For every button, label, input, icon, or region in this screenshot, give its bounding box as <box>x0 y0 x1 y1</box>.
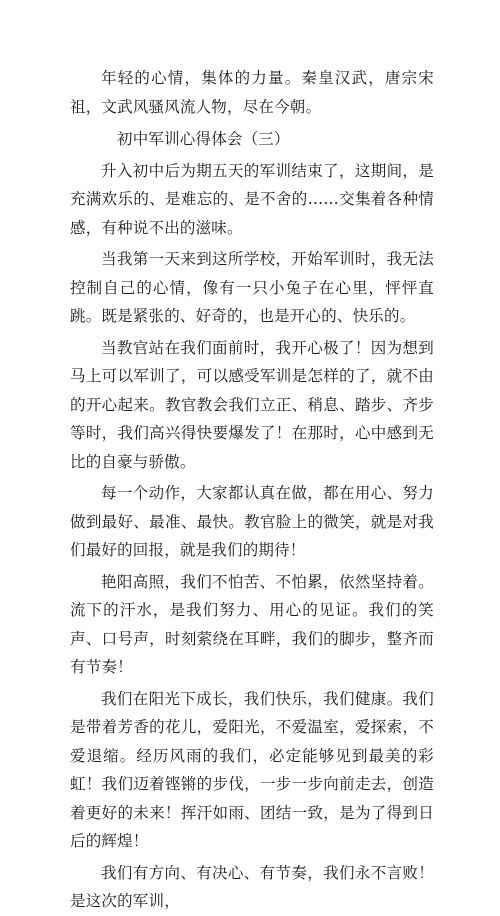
paragraph-1: 升入初中后为期五天的军训结束了，这期间，是充满欢乐的、是难忘的、是不舍的……交集着各种情感，有种说不出的滋味。 <box>70 161 434 237</box>
paragraph-6: 我们在阳光下成长，我们快乐，我们健康。我们是带着芳香的花儿，爱阳光，不爱温室，爱探索，不爱退缩。经历风雨的我们，必定能够见到最美的彩虹！我们迈着铿锵的步伐，一步一步向前走去，创造着更好的未来！挥汗如雨、团结一致，是为了得到日后的辉煌！ <box>70 689 434 850</box>
paragraph-4: 每一个动作，大家都认真在做，都在用心、努力做到最好、最准、最快。教官脸上的微笑，就是对我们最好的回报，就是我们的期待！ <box>70 484 434 559</box>
paragraph-7: 我们有方向、有决心、有节奏，我们永不言败！是这次的军训， <box>70 863 434 910</box>
section-heading: 初中军训心得体会（三） <box>117 130 290 148</box>
paragraph-5: 艳阳高照，我们不怕苦、不怕累，依然坚持着。流下的汗水，是我们努力、用心的见证。我们的笑声、口号声，时刻萦绕在耳畔，我们的脚步，整齐而有节奏！ <box>70 572 434 676</box>
paragraph-intro: 年轻的心情，集体的力量。秦皇汉武，唐宗宋祖，文武风骚风流人物，尽在今朝。 <box>70 69 434 116</box>
paragraph-2: 当我第一天来到这所学校，开始军训时，我无法控制自己的心情，像有一只小兔子在心里，怦怦直跳。既是紧张的、好奇的，也是开心的、快乐的。 <box>70 250 434 325</box>
paragraph-3: 当教官站在我们面前时，我开心极了！因为想到马上可以军训了，可以感受军训是怎样的了，就不由的开心起来。教官教会我们立正、稍息、踏步、齐步等时，我们高兴得快要爆发了！在那时，心中感到无比的自豪与骄傲。 <box>70 338 434 471</box>
